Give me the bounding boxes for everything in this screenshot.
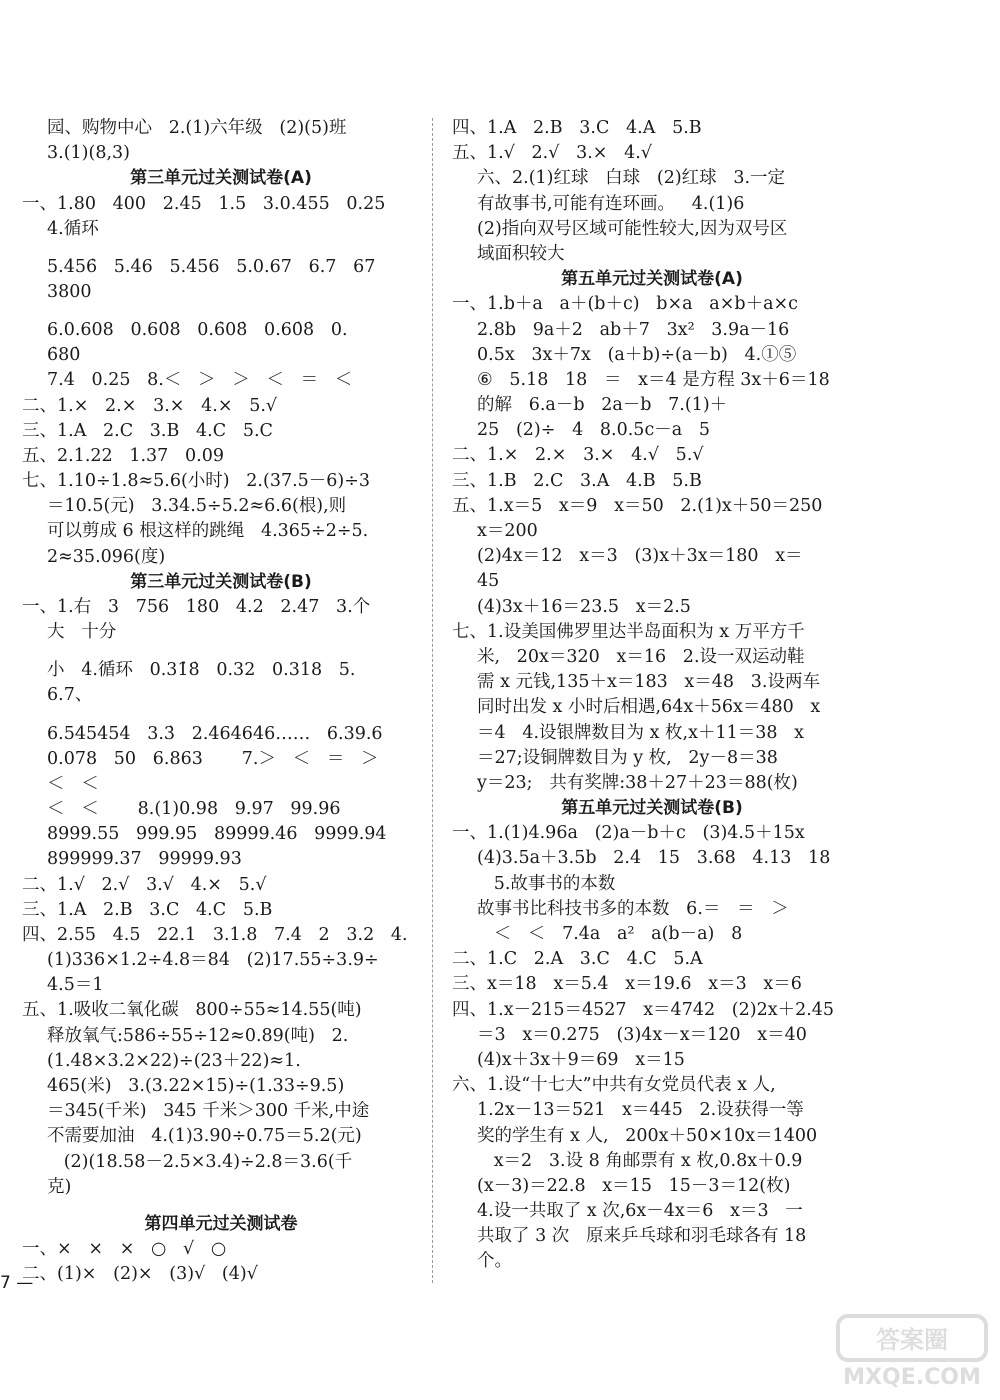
answer-line: 五、2.1.22 1.37 0.09 — [22, 445, 224, 466]
answer-line: (4)x＋3x＋9＝69 x＝15 — [477, 1049, 685, 1070]
answer-line: 六、1.设“十七大”中共有女党员代表 x 人, — [452, 1075, 776, 1096]
answer-line: 二、1.× 2.× 3.× 4.√ 5.√ — [452, 445, 704, 466]
answer-line: 的解 6.a－b 2a－b 7.(1)＋ — [477, 395, 728, 416]
answer-line: 一、1.b＋a a＋(b＋c) b×a a×b＋a×c — [452, 294, 798, 315]
answer-line: ＝4 4.设银牌数目为 x 枚,x＋11＝38 x — [477, 722, 805, 743]
page-number: 7 — — [0, 1273, 34, 1293]
answer-line: 6.545454 3.3̇ 2.464646…… 6.39.6 — [47, 723, 383, 744]
answer-line: 四、2.55 4.5 22.1 3.1.8 7.4 2 3.2 4. — [22, 924, 408, 945]
answer-line: 需 x 元钱,135＋x＝183 x＝48 3.设两车 — [477, 672, 820, 693]
answer-line: (x－3)＝22.8 x＝15 15－3＝12(枚) — [477, 1175, 791, 1196]
answer-line: 3.(1)(8,3) — [47, 143, 130, 164]
answer-line: (2)4x＝12 x＝3 (3)x＋3x＝180 x＝ — [477, 546, 803, 567]
answer-line: 7.4 0.25 8.＜ ＞ ＞ ＜ ＝ ＜ — [47, 370, 353, 391]
answer-line: ＜ ＜ — [47, 773, 99, 794]
answer-line: 克) — [47, 1176, 72, 1197]
answer-line: y＝23; 共有奖牌:38＋27＋23＝88(枚) — [477, 772, 798, 793]
answer-line: 6.7、 — [47, 685, 93, 706]
watermark-logo — [832, 1312, 992, 1392]
answer-line: 三、1.B 2.C 3.A 4.B 5.B — [452, 470, 702, 491]
answer-line: 共取了 3 次 原来乒乓球和羽毛球各有 18 — [477, 1226, 807, 1247]
answer-line: 释放氧气:586÷55÷12≈0.89(吨) 2. — [47, 1025, 349, 1046]
answer-line: 可以剪成 6 根这样的跳绳 4.365÷2÷5. — [47, 521, 369, 542]
svg-text:答案圈: 答案圈 — [876, 1326, 948, 1354]
answer-line: 一、1.(1)4.96a (2)a－b＋c (3)4.5＋15x — [452, 823, 805, 844]
answer-line: x＝2 3.设 8 角邮票有 x 枚,0.8x＋0.9 — [477, 1150, 803, 1171]
answer-line: 五、1.x＝5 x＝9 x＝50 2.(1)x＋50＝250 — [452, 495, 823, 516]
right-column — [452, 116, 852, 1275]
answer-line: 小 4.循环 0.31̇8̇ 0.32 0.318 5. — [47, 660, 356, 681]
answer-line: 2≈35.096(度) — [47, 546, 166, 567]
section-heading: 第三单元过关测试卷(A) — [130, 168, 312, 189]
answer-line: (2)(18.58－2.5×3.4)÷2.8＝3.6(千 — [47, 1151, 353, 1172]
answer-line: 三、1.A 2.B 3.C 4.C 5.B — [22, 899, 273, 920]
answer-line: 四、1.A 2.B 3.C 4.A 5.B — [452, 118, 702, 138]
column-divider — [432, 118, 433, 1283]
answer-line: ＜ ＜ 8.(1)0.98 9.97 99.96 — [47, 798, 341, 819]
answer-line: 25 (2)÷ 4 8.0.5c－a 5 — [477, 420, 711, 441]
answer-line: 米, 20x＝320 x＝16 2.设一双运动鞋 — [477, 646, 805, 667]
answer-line: 园、购物中心 2.(1)六年级 (2)(5)班 — [47, 118, 347, 138]
answer-line: 大 十分 — [47, 622, 117, 643]
answer-line: 同时出发 x 小时后相遇,64x＋56x＝480 x — [477, 697, 821, 718]
left-column — [22, 116, 420, 1288]
watermark-text: MXQE.COM — [843, 1365, 981, 1390]
answer-line: ＝3 x＝0.275 (3)4x－x＝120 x＝40 — [477, 1024, 807, 1045]
answer-line: 3800 — [47, 281, 92, 302]
answer-line: 899999.37 99999.93 — [47, 849, 242, 870]
answer-line: 一、1.右 3 756 180 4.2 2.47 3.个 — [22, 597, 371, 617]
answer-line: 一、1.80 400 2.45 1.5 3.0.455 0.25 — [22, 193, 386, 214]
answer-line: 4.循环 — [47, 218, 99, 239]
answer-line: 七、1.设美国佛罗里达半岛面积为 x 万平方千 — [452, 621, 805, 642]
answer-line: 6̇80̇ — [47, 345, 81, 366]
answer-line: 二、1.C 2.A 3.C 4.C 5.A — [452, 949, 703, 970]
answer-line: 4.5＝1 — [47, 975, 104, 996]
answer-line: (2)指向双号区域可能性较大,因为双号区 — [477, 218, 788, 239]
answer-line: 六、2.(1)红球 白球 (2)红球 3.一定 — [477, 168, 786, 189]
answer-line: 45 — [477, 571, 500, 592]
answer-line: ＜ ＜ 7.4a a² a(b－a) 8 — [477, 924, 743, 944]
answer-line: 1.2x－13＝521 x＝445 2.设获得一等 — [477, 1100, 804, 1121]
section-heading: 第五单元过关测试卷(A) — [561, 269, 743, 290]
answer-line: (4)3.5a＋3.5b 2.4 15 3.68 4.13 18 — [477, 848, 831, 869]
section-heading: 第四单元过关测试卷 — [144, 1213, 298, 1234]
answer-line: 五、1.吸收二氧化碳 800÷55≈14.55(吨) — [22, 1000, 362, 1021]
answer-line: 奖的学生有 x 人, 200x＋50×10x＝1400 — [477, 1125, 818, 1146]
answer-line: 一、× × × ○ √ ○ — [22, 1239, 227, 1260]
answer-line: 二、1.× 2.× 3.× 4.× 5.√ — [22, 395, 278, 416]
answer-line: 二、(1)× (2)× (3)√ (4)√ — [22, 1264, 258, 1285]
answer-line: ＝10.5(元) 3.34.5÷5.2≈6.6(根),则 — [47, 496, 347, 517]
answer-line: (1.48×3.2×22)÷(23＋22)≈1. — [47, 1050, 301, 1071]
answer-line: (4)3x＋16＝23.5 x＝2.5 — [477, 596, 691, 617]
answer-line: 2.8b 9a＋2 ab＋7 3x² 3.9a－16 — [477, 319, 790, 340]
section-heading: 第五单元过关测试卷(B) — [561, 798, 743, 819]
answer-line: 三、x＝18 x＝5.4 x＝19.6 x＝3 x＝6 — [452, 974, 802, 995]
answer-line: 8999.55 999.95 89999.46 9999.94 — [47, 824, 387, 845]
section-heading: 第三单元过关测试卷(B) — [130, 571, 312, 592]
answer-line: 有故事书,可能有连环画。 4.(1)6 — [477, 193, 745, 214]
answer-line: 七、1.10÷1.8≈5.6(小时) 2.(37.5－6)÷3 — [22, 471, 371, 492]
answer-line: 三、1.A 2.C 3.B 4.C 5.C — [22, 420, 273, 441]
answer-line: 0.078 50 6.863 7.＞ ＜ ＝ ＞ — [47, 748, 379, 769]
answer-line: 5.4̇56̇ 5.46 5.456 5.0.67 6.7 67 — [47, 256, 376, 277]
answer-line: 0.5x 3x＋7x (a＋b)÷(a－b) 4.①⑤ — [477, 344, 797, 365]
answer-line: 4.设一共取了 x 次,6x－4x＝6 x＝3 一 — [477, 1201, 803, 1222]
answer-line: 5.故事书的本数 — [477, 873, 616, 894]
answer-line: ＝27;设铜牌数目为 y 枚, 2y－8＝38 — [477, 747, 778, 768]
answer-line: 域面积较大 — [477, 243, 565, 264]
answer-line: (1)336×1.2÷4.8＝84 (2)17.55÷3.9÷ — [47, 950, 379, 971]
answer-line: ＝345(千米) 345 千米＞300 千米,中途 — [47, 1101, 370, 1122]
spacer — [22, 1200, 420, 1212]
answer-line: ⑥ 5.18 18 ＝ x＝4 是方程 3x＋6＝18 — [477, 369, 830, 390]
answer-line: 四、1.x－215＝4527 x＝4742 (2)2x＋2.45 — [452, 999, 835, 1020]
answer-line: 五、1.√ 2.√ 3.× 4.√ — [452, 143, 652, 164]
answer-line: 6.0.608 0.60̇8̇ 0.6̇08̇ 0.60̇8̇ 0. — [47, 320, 348, 341]
answer-line: 465(米) 3.(3.22×15)÷(1.33÷9.5) — [47, 1076, 345, 1096]
answer-line: 故事书比科技书多的本数 6.＝ ＝ ＞ — [477, 898, 789, 919]
answer-line: x＝200 — [477, 521, 538, 541]
answer-line: 不需要加油 4.(1)3.90÷0.75＝5.2(元) — [47, 1126, 362, 1147]
answer-line: 二、1.√ 2.√ 3.√ 4.× 5.√ — [22, 874, 267, 895]
answer-line: 个。 — [477, 1251, 512, 1272]
